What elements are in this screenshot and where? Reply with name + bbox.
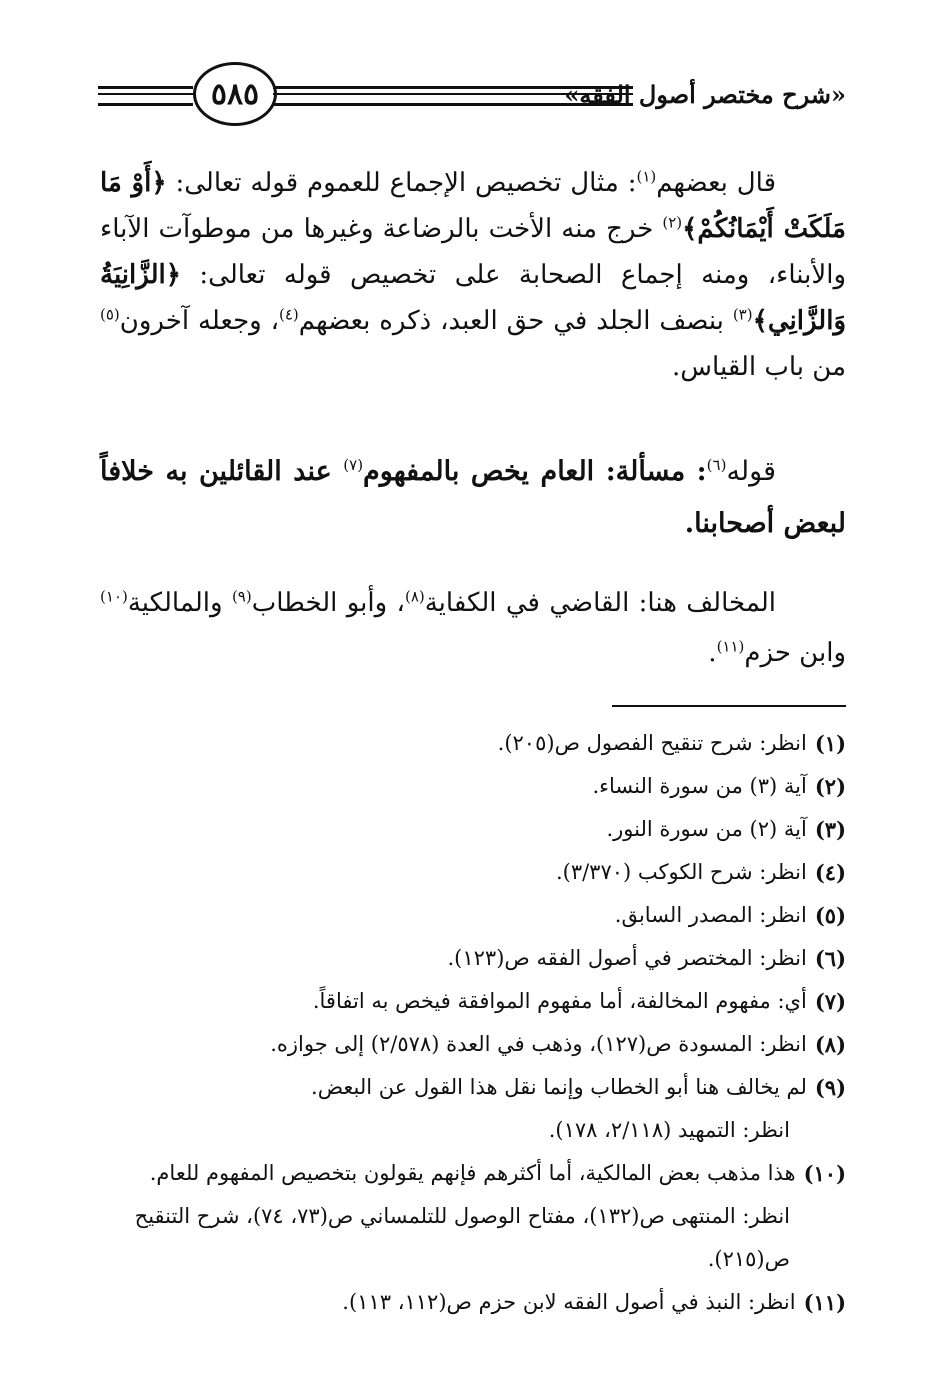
footnote-text: هذا مذهب بعض المالكية، أما أكثرهم فإنهم يقولون بتخصيص المفهوم للعام. bbox=[149, 1161, 796, 1185]
footnote-number: (٦) bbox=[814, 946, 846, 971]
footnote-number: (٣) bbox=[814, 817, 846, 842]
footnote-number: (٩) bbox=[814, 1075, 846, 1100]
footnote-3 bbox=[96, 808, 846, 851]
footnote-2 bbox=[96, 765, 846, 808]
footnote-number: (٢) bbox=[814, 774, 846, 799]
footnote-5 bbox=[96, 894, 846, 937]
p3-text: . bbox=[708, 638, 717, 668]
footnote-text: انظر: النبذ في أصول الفقه لابن حزم ص(١١٢، ١١٣). bbox=[342, 1290, 796, 1314]
footnote-ref: (٣) bbox=[732, 305, 753, 324]
p1-text: ، وجعله آخرون bbox=[119, 306, 279, 336]
footnote-number: (٥) bbox=[814, 903, 846, 928]
footnote-number: (٤) bbox=[814, 860, 846, 885]
footnote-ref: (٤) bbox=[279, 305, 299, 324]
header-rule-left bbox=[98, 86, 193, 106]
footnote-text: لم يخالف هنا أبو الخطاب وإنما نقل هذا القول عن البعض. bbox=[311, 1075, 807, 1099]
footnote-ref: (٥) bbox=[100, 305, 120, 324]
p3-text: وابن حزم bbox=[744, 638, 846, 668]
footnote-separator bbox=[612, 705, 846, 707]
footnote-number: (٨) bbox=[814, 1032, 846, 1057]
p1-text: خرج منه الأخت بالرضاعة وغيرها من موطوآت الآباء والأبناء، ومنه إجماع الصحابة على تخصيص قوله تعالى: bbox=[100, 214, 846, 290]
footnote-1 bbox=[96, 722, 846, 765]
footnote-text: انظر: شرح الكوكب (٣/٣٧٠). bbox=[555, 860, 807, 884]
p3-text: المخالف هنا: القاضي في الكفاية bbox=[424, 588, 776, 618]
quran-verse: ﴿أَوْ مَا مَلَكَتْ أَيْمَانُكُمْ﴾ bbox=[100, 168, 846, 244]
paragraph-3 bbox=[100, 578, 846, 678]
footnote-text: انظر: المصدر السابق. bbox=[614, 903, 807, 927]
p3-text: والمالكية bbox=[127, 588, 232, 618]
footnote-ref: (٩) bbox=[231, 587, 252, 606]
footnote-ref: (١) bbox=[636, 167, 657, 186]
footnote-4 bbox=[96, 851, 846, 894]
running-title: «شرح مختصر أصول الفقه» bbox=[564, 80, 846, 109]
footnote-text: آية (٢) من سورة النور. bbox=[606, 817, 807, 841]
footnote-ref: (٨) bbox=[404, 587, 425, 606]
p1-text: : مثال تخصيص الإجماع للعموم قوله تعالى: bbox=[166, 168, 637, 198]
p3-text: ، وأبو الخطاب bbox=[251, 588, 405, 618]
footnote-8 bbox=[96, 1023, 846, 1066]
page-number: ٥٨٥ bbox=[193, 62, 277, 126]
footnote-11 bbox=[96, 1281, 846, 1324]
footnote-ref: (١٠) bbox=[100, 587, 128, 606]
footnote-number: (١١) bbox=[803, 1290, 846, 1315]
p2-text: قوله bbox=[726, 456, 776, 487]
footnote-ref: (١١) bbox=[716, 637, 745, 656]
paragraph-1 bbox=[100, 160, 846, 390]
quran-verse: ﴿الزَّانِيَةُ وَالزَّانِي﴾ bbox=[100, 260, 847, 336]
footnote-number: (١٠) bbox=[803, 1161, 846, 1186]
footnotes bbox=[96, 722, 846, 1324]
footnote-9 bbox=[96, 1066, 846, 1109]
footnote-text: انظر: المختصر في أصول الفقه ص(١٢٣). bbox=[447, 946, 807, 970]
p1-text: من باب القياس. bbox=[672, 352, 846, 382]
footnote-text: آية (٣) من سورة النساء. bbox=[592, 774, 807, 798]
p1-text: بنصف الجلد في حق العبد، ذكره بعضهم bbox=[298, 306, 733, 336]
footnote-ref: (٦) bbox=[706, 456, 727, 474]
footnote-text: انظر: المسودة ص(١٢٧)، وذهب في العدة (٢/٥٧٨) إلى جوازه. bbox=[270, 1032, 807, 1056]
footnote-ref: (٧) bbox=[343, 456, 364, 474]
footnote-text: أي: مفهوم المخالفة، أما مفهوم الموافقة فيخص به اتفاقاً. bbox=[312, 989, 807, 1013]
footnote-6 bbox=[96, 937, 846, 980]
p2-text: عند القائلين به خلافاً لبعض أصحابنا. bbox=[100, 456, 846, 539]
footnote-ref: (٢) bbox=[662, 213, 683, 232]
footnote-number: (٧) bbox=[814, 989, 846, 1014]
footnote-10 bbox=[96, 1152, 846, 1195]
footnote-7 bbox=[96, 980, 846, 1023]
footnote-continuation: انظر: التمهيد (٢/١١٨، ١٧٨). bbox=[548, 1118, 790, 1142]
footnote-number: (١) bbox=[814, 731, 846, 756]
page-header bbox=[98, 62, 846, 128]
footnote-text: انظر: شرح تنقيح الفصول ص(٢٠٥). bbox=[497, 731, 807, 755]
footnote-continuation: انظر: المنتهى ص(١٣٢)، مفتاح الوصول للتلمساني ص(٧٣، ٧٤)، شرح التنقيح ص(٢١٥). bbox=[134, 1204, 790, 1271]
p2-text: : مسألة: العام يخص بالمفهوم bbox=[363, 456, 707, 487]
p1-text: قال بعضهم bbox=[656, 168, 777, 198]
paragraph-2 bbox=[100, 446, 846, 550]
